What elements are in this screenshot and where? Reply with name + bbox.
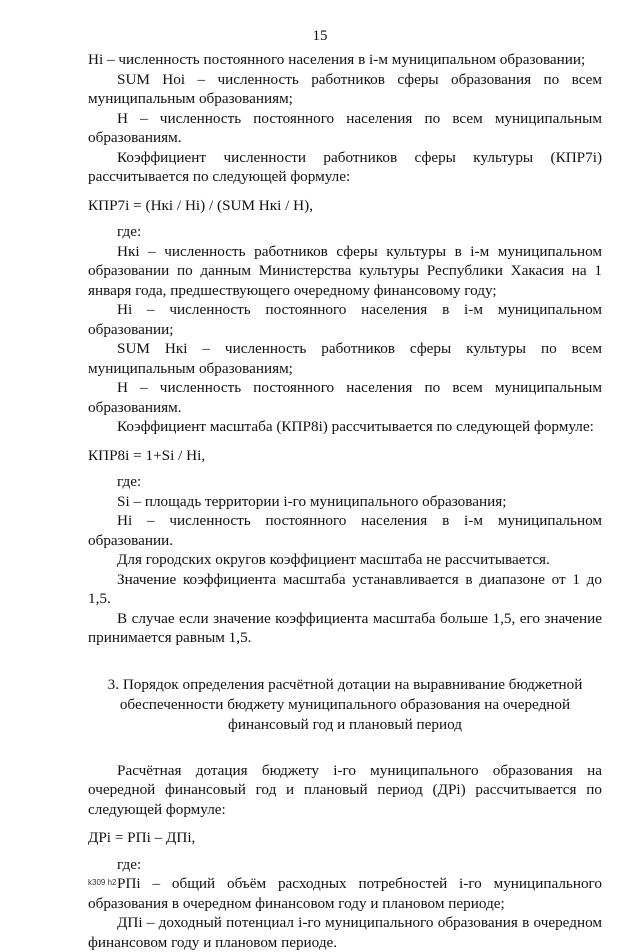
paragraph-where: где: — [117, 223, 142, 240]
section-heading-line: 3. Порядок определения расчётной дотации на выравнивание бюджетной — [107, 675, 583, 693]
paragraph-kpr7-intro: Коэффициент численности работников сферы культуры (КПР7i) рассчитывается по следующей формуле: — [88, 148, 602, 185]
paragraph-hi-definition: Hi – численность постоянного населения в i-м муниципальном образовании. — [88, 512, 602, 549]
paragraph-dri-intro: Расчётная дотация бюджету i-го муниципального образования на очередной финансовый год и плановый период (ДРi) рассчитывается по следующей формуле: — [88, 761, 602, 818]
paragraph-kpr8-intro: Коэффициент масштаба (КПР8i) рассчитывается по следующей формуле: — [117, 418, 594, 435]
paragraph-scale-range: Значение коэффициента масштаба устанавливается в диапазоне от 1 до 1,5. — [88, 570, 602, 607]
spacer — [88, 735, 602, 761]
paragraph-where: где: — [117, 473, 142, 490]
paragraph-where: где: — [117, 855, 142, 873]
paragraph-hi-definition: Hi – численность постоянного населения в i-м муниципальном образовании; — [88, 301, 602, 338]
paragraph-rpi-definition: РПi – общий объём расходных потребностей i-го муниципального образования в очередном финансовом году и плановом периоде; — [88, 875, 602, 912]
formula-dri: ДРi = РПi – ДПi, — [88, 829, 196, 846]
page-number: 15 — [312, 28, 328, 44]
paragraph-nki-definition: Нкi – численность работников сферы культуры в i-м муниципальном образовании по данным Министерства культуры Республики Хакасия на 1 января года, предшествующего очередному финансовому году; — [88, 242, 602, 299]
paragraph-urban-districts-note: Для городских округов коэффициент масштаба не рассчитывается. — [117, 551, 550, 568]
formula-kpr7: КПР7i = (Нкi / Hi) / (SUM Нкi / H), — [88, 196, 313, 214]
formula-kpr8: КПР8i = 1+Si / Hi, — [88, 446, 206, 464]
paragraph-scale-cap: В случае если значение коэффициента масштаба больше 1,5, его значение принимается равным 1,5. — [88, 609, 602, 646]
paragraph-sum-hoi-definition: SUM Hoi – численность работников сферы образования по всем муниципальным образованиям; — [88, 70, 602, 107]
section-heading-line: финансовый год и плановый период — [228, 715, 462, 733]
paragraph-dpi-definition: ДПi – доходный потенциал i-го муниципального образования в очередном финансовом году и плановом периоде. — [88, 914, 602, 951]
paragraph-h-definition: H – численность постоянного населения по всем муниципальным образованиям. — [88, 109, 602, 146]
paragraph-sum-nki-definition: SUM Нкi – численность работников сферы культуры по всем муниципальным образованиям; — [88, 340, 602, 377]
section-heading — [88, 675, 602, 735]
paragraph-hi-definition: Hi – численность постоянного населения в i-м муниципальном образовании; — [88, 51, 586, 68]
paragraph-si-definition: Si – площадь территории i-го муниципального образования; — [117, 492, 507, 510]
section-heading-line: обеспеченности бюджету муниципального образования на очередной — [119, 695, 571, 713]
paragraph-h-definition: H – численность постоянного населения по всем муниципальным образованиям. — [88, 379, 602, 416]
page-content — [88, 50, 602, 952]
footer-code: k309 h2 — [88, 878, 117, 887]
